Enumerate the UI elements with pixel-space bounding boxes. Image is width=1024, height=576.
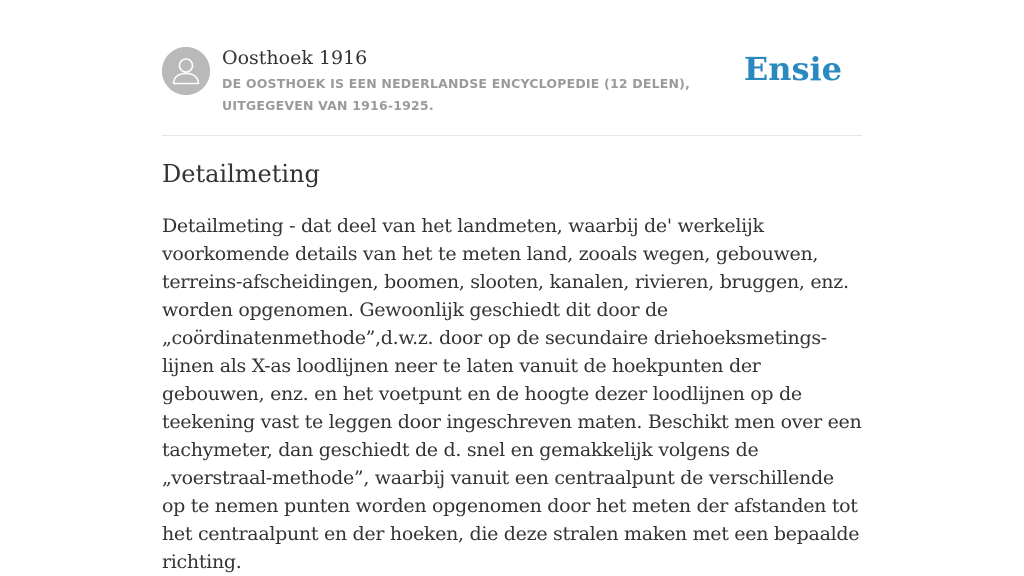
entry-title: Detailmeting	[162, 160, 320, 188]
user-avatar-icon[interactable]	[162, 47, 210, 95]
header-divider	[162, 135, 862, 136]
ensie-logo[interactable]: Ensie	[743, 50, 842, 88]
page-container	[162, 0, 862, 573]
source-description: DE OOSTHOEK IS EEN NEDERLANDSE ENCYCLOPEDIE (12 DELEN), UITGEGEVEN VAN 1916-1925.	[222, 76, 691, 113]
source-title[interactable]: Oosthoek 1916	[222, 47, 368, 69]
source-header	[162, 46, 862, 136]
entry-body: Detailmeting - dat deel van het landmeten, waarbij de' werkelijk voorkomende details van het te meten land, zooals wegen, gebouwen, terreins-afscheidingen, boomen, slooten, kanalen, rivieren, bruggen, enz. worden opgenomen. Gewoonlijk geschiedt dit door de „coördinatenmethode”,d.w.z. door op de secundaire driehoeksmetings-lijnen als X-as loodlijnen neer te laten vanuit de hoekpunten der gebouwen, enz. en het voetpunt en de hoogte dezer loodlijnen op de teekening vast te leggen door ingeschreven maten. Beschikt men over een tachymeter, dan geschiedt de d. snel en gemakkelijk volgens de „voerstraal-methode”, waarbij vanuit een centraalpunt de verschillende op te nemen punten worden opgenomen door het meten der afstanden tot het centraalpunt en der hoeken, die deze stralen maken met een bepaalde richting.	[162, 215, 862, 573]
